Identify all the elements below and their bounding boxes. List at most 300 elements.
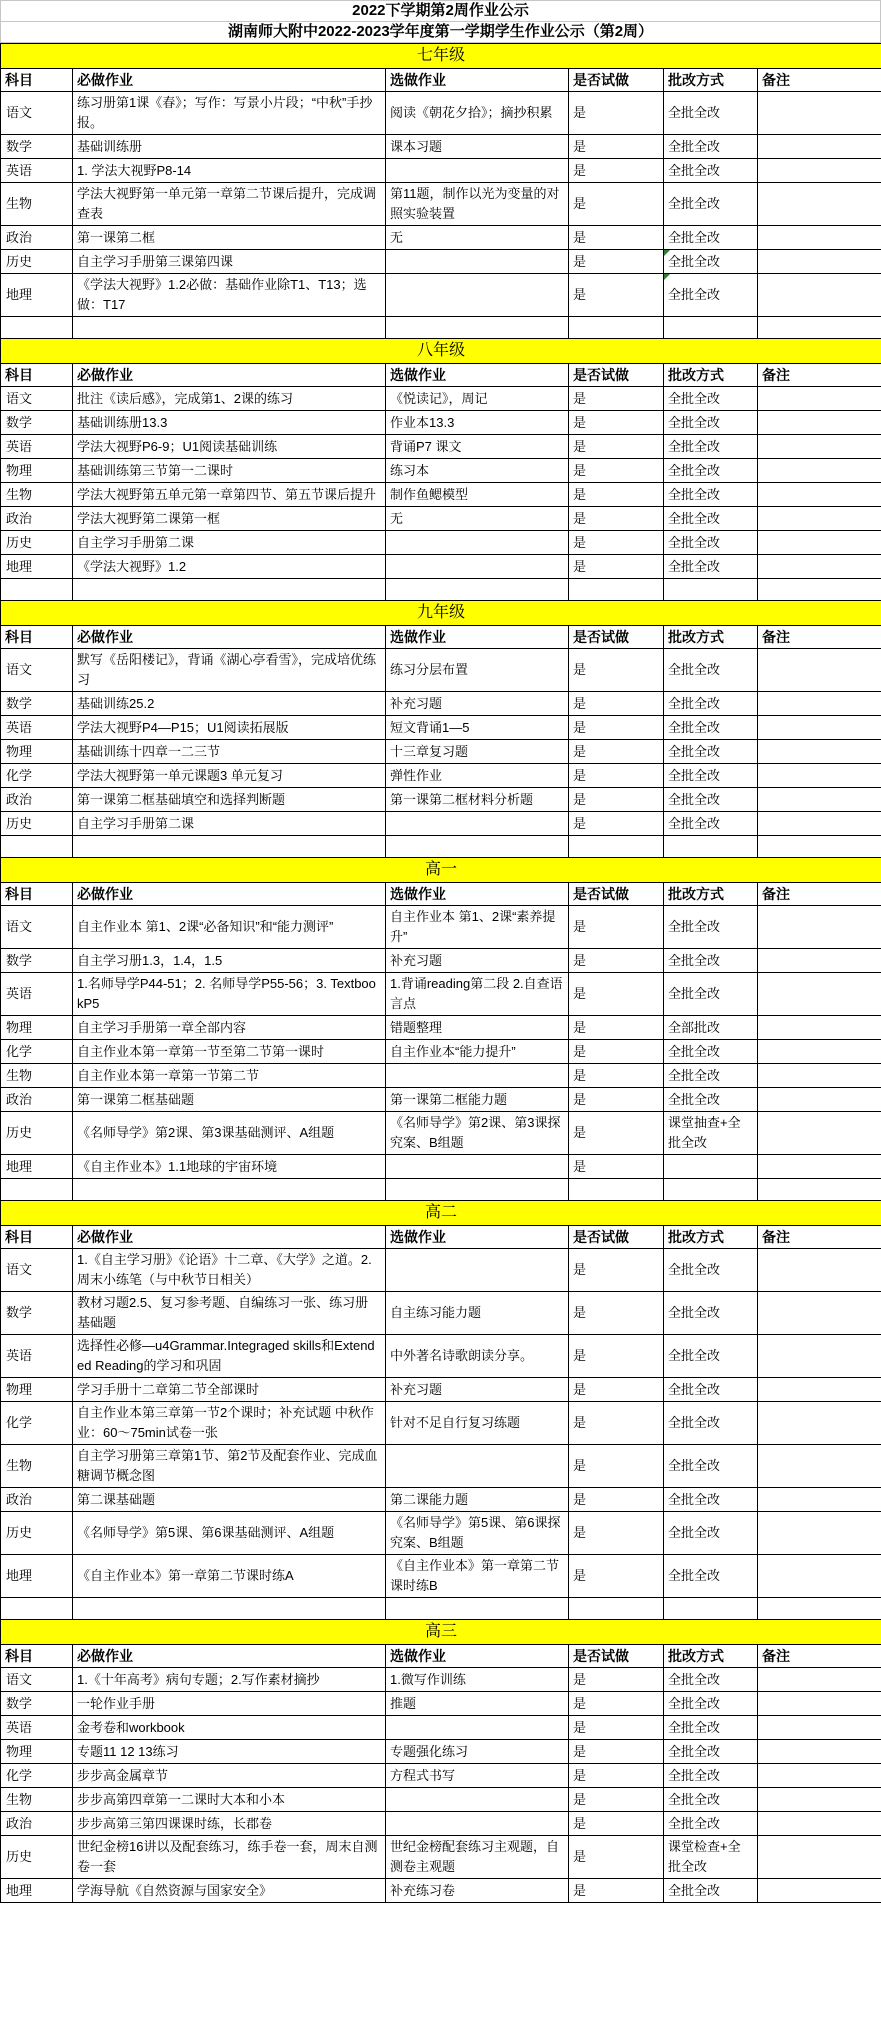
optional-homework-cell bbox=[386, 1812, 569, 1836]
correction-cell: 全批全改 bbox=[664, 459, 758, 483]
required-homework-cell: 基础训练25.2 bbox=[73, 692, 386, 716]
optional-homework-cell: 方程式书写 bbox=[386, 1764, 569, 1788]
grade-title: 九年级 bbox=[1, 601, 881, 626]
tried-cell: 是 bbox=[569, 411, 664, 435]
optional-homework-cell: 补充习题 bbox=[386, 692, 569, 716]
tried-cell: 是 bbox=[569, 1692, 664, 1716]
note-cell bbox=[758, 579, 881, 601]
required-homework-cell bbox=[73, 1179, 386, 1201]
optional-homework-cell: 制作鱼鳃模型 bbox=[386, 483, 569, 507]
homework-row bbox=[1, 1692, 881, 1716]
optional-homework-cell: 自主作业本“能力提升” bbox=[386, 1040, 569, 1064]
correction-cell: 全批全改 bbox=[664, 226, 758, 250]
empty-row bbox=[1, 1598, 881, 1620]
subject-cell: 英语 bbox=[1, 973, 73, 1016]
subject-cell: 生物 bbox=[1, 183, 73, 226]
grade-title: 高二 bbox=[1, 1201, 881, 1226]
grade-section-header bbox=[1, 858, 881, 883]
optional-homework-cell: 推题 bbox=[386, 1692, 569, 1716]
column-header: 是否试做 bbox=[569, 1226, 664, 1249]
column-header: 科目 bbox=[1, 1645, 73, 1668]
homework-table bbox=[0, 43, 881, 1903]
note-cell bbox=[758, 1335, 881, 1378]
tried-cell: 是 bbox=[569, 159, 664, 183]
correction-cell: 全批全改 bbox=[664, 1764, 758, 1788]
note-cell bbox=[758, 411, 881, 435]
column-header: 备注 bbox=[758, 1645, 881, 1668]
required-homework-cell: 世纪金榜16讲以及配套练习，练手卷一套，周末自测卷一套 bbox=[73, 1836, 386, 1879]
note-cell bbox=[758, 740, 881, 764]
tried-cell: 是 bbox=[569, 1378, 664, 1402]
tried-cell: 是 bbox=[569, 250, 664, 274]
column-header-row bbox=[1, 1226, 881, 1249]
correction-cell: 全批全改 bbox=[664, 531, 758, 555]
optional-homework-cell: 世纪金榜配套练习主观题，自测卷主观题 bbox=[386, 1836, 569, 1879]
subject-cell: 数学 bbox=[1, 1692, 73, 1716]
note-cell bbox=[758, 555, 881, 579]
note-cell bbox=[758, 906, 881, 949]
correction-cell: 全批全改 bbox=[664, 1488, 758, 1512]
homework-row bbox=[1, 1716, 881, 1740]
subject-cell: 语文 bbox=[1, 1249, 73, 1292]
required-homework-cell: 步步高第三第四课课时练，长郡卷 bbox=[73, 1812, 386, 1836]
correction-cell: 全批全改 bbox=[664, 949, 758, 973]
column-header-row bbox=[1, 1645, 881, 1668]
column-header: 备注 bbox=[758, 364, 881, 387]
required-homework-cell: 第一课第二框基础题 bbox=[73, 1088, 386, 1112]
homework-row bbox=[1, 812, 881, 836]
column-header: 批改方式 bbox=[664, 883, 758, 906]
subject-cell: 英语 bbox=[1, 716, 73, 740]
subject-cell: 英语 bbox=[1, 159, 73, 183]
optional-homework-cell: 专题强化练习 bbox=[386, 1740, 569, 1764]
homework-row bbox=[1, 973, 881, 1016]
note-cell bbox=[758, 1668, 881, 1692]
homework-row bbox=[1, 1016, 881, 1040]
optional-homework-cell: 1.背诵reading第二段 2.自查语言点 bbox=[386, 973, 569, 1016]
homework-row bbox=[1, 1292, 881, 1335]
tried-cell: 是 bbox=[569, 1488, 664, 1512]
page-subtitle: 湖南师大附中2022-2023学年度第一学期学生作业公示（第2周） bbox=[0, 22, 881, 43]
required-homework-cell: 默写《岳阳楼记》，背诵《湖心亭看雪》，完成培优练习 bbox=[73, 649, 386, 692]
subject-cell: 物理 bbox=[1, 1016, 73, 1040]
tried-cell: 是 bbox=[569, 1788, 664, 1812]
homework-row bbox=[1, 1064, 881, 1088]
correction-cell: 全批全改 bbox=[664, 692, 758, 716]
subject-cell: 政治 bbox=[1, 788, 73, 812]
required-homework-cell: 第一课第二框基础填空和选择判断题 bbox=[73, 788, 386, 812]
note-cell bbox=[758, 1740, 881, 1764]
correction-cell: 全批全改 bbox=[664, 1402, 758, 1445]
optional-homework-cell: 第二课能力题 bbox=[386, 1488, 569, 1512]
note-cell bbox=[758, 459, 881, 483]
required-homework-cell bbox=[73, 836, 386, 858]
note-cell bbox=[758, 317, 881, 339]
correction-cell: 全批全改 bbox=[664, 1879, 758, 1903]
note-cell bbox=[758, 1249, 881, 1292]
optional-homework-cell bbox=[386, 1155, 569, 1179]
correction-cell: 全批全改 bbox=[664, 1555, 758, 1598]
optional-homework-cell: 第一课第二框能力题 bbox=[386, 1088, 569, 1112]
subject-cell: 数学 bbox=[1, 1292, 73, 1335]
note-cell bbox=[758, 531, 881, 555]
homework-row bbox=[1, 1555, 881, 1598]
subject-cell: 历史 bbox=[1, 812, 73, 836]
subject-cell: 历史 bbox=[1, 250, 73, 274]
homework-row bbox=[1, 1402, 881, 1445]
subject-cell bbox=[1, 1179, 73, 1201]
tried-cell: 是 bbox=[569, 1155, 664, 1179]
tried-cell: 是 bbox=[569, 135, 664, 159]
tried-cell: 是 bbox=[569, 555, 664, 579]
note-cell bbox=[758, 507, 881, 531]
column-header-row bbox=[1, 364, 881, 387]
column-header: 必做作业 bbox=[73, 883, 386, 906]
note-cell bbox=[758, 716, 881, 740]
optional-homework-cell: 补充习题 bbox=[386, 949, 569, 973]
tried-cell: 是 bbox=[569, 1512, 664, 1555]
optional-homework-cell: 作业本13.3 bbox=[386, 411, 569, 435]
column-header: 必做作业 bbox=[73, 69, 386, 92]
subject-cell: 物理 bbox=[1, 459, 73, 483]
required-homework-cell bbox=[73, 317, 386, 339]
note-cell bbox=[758, 1512, 881, 1555]
note-cell bbox=[758, 1764, 881, 1788]
correction-cell: 全批全改 bbox=[664, 135, 758, 159]
required-homework-cell: 步步高第四章第一二课时大本和小本 bbox=[73, 1788, 386, 1812]
subject-cell bbox=[1, 579, 73, 601]
correction-cell: 全批全改 bbox=[664, 274, 758, 317]
correction-cell: 全批全改 bbox=[664, 1249, 758, 1292]
subject-cell: 化学 bbox=[1, 1764, 73, 1788]
subject-cell: 语文 bbox=[1, 649, 73, 692]
homework-row bbox=[1, 949, 881, 973]
column-header: 必做作业 bbox=[73, 626, 386, 649]
required-homework-cell: 《学法大视野》1.2必做：基础作业除T1、T13；选做：T17 bbox=[73, 274, 386, 317]
required-homework-cell: 自主作业本第一章第一节第二节 bbox=[73, 1064, 386, 1088]
required-homework-cell: 自主学习册第三章第1节、第2节及配套作业、完成血糖调节概念图 bbox=[73, 1445, 386, 1488]
subject-cell: 政治 bbox=[1, 1812, 73, 1836]
column-header: 批改方式 bbox=[664, 69, 758, 92]
grade-section-header bbox=[1, 44, 881, 69]
optional-homework-cell bbox=[386, 812, 569, 836]
grade-section-header bbox=[1, 1620, 881, 1645]
homework-row bbox=[1, 555, 881, 579]
note-cell bbox=[758, 1378, 881, 1402]
note-cell bbox=[758, 1112, 881, 1155]
required-homework-cell: 自主作业本第一章第一节至第二节第一课时 bbox=[73, 1040, 386, 1064]
tried-cell: 是 bbox=[569, 764, 664, 788]
correction-cell: 全批全改 bbox=[664, 788, 758, 812]
homework-row bbox=[1, 764, 881, 788]
optional-homework-cell bbox=[386, 1179, 569, 1201]
homework-row bbox=[1, 1155, 881, 1179]
column-header: 备注 bbox=[758, 883, 881, 906]
note-cell bbox=[758, 1812, 881, 1836]
tried-cell: 是 bbox=[569, 1740, 664, 1764]
correction-cell: 全批全改 bbox=[664, 764, 758, 788]
note-cell bbox=[758, 92, 881, 135]
grade-title: 七年级 bbox=[1, 44, 881, 69]
optional-homework-cell: 补充练习卷 bbox=[386, 1879, 569, 1903]
correction-cell: 全批全改 bbox=[664, 1740, 758, 1764]
grade-section-header bbox=[1, 1201, 881, 1226]
required-homework-cell: 步步高金属章节 bbox=[73, 1764, 386, 1788]
required-homework-cell: 自主学习手册第二课 bbox=[73, 812, 386, 836]
note-cell bbox=[758, 1179, 881, 1201]
required-homework-cell: 《自主作业本》1.1地球的宇宙环境 bbox=[73, 1155, 386, 1179]
note-cell bbox=[758, 483, 881, 507]
required-homework-cell: 1.《自主学习册》《论语》十二章、《大学》之道。2.周末小练笔（与中秋节日相关） bbox=[73, 1249, 386, 1292]
subject-cell: 物理 bbox=[1, 740, 73, 764]
homework-row bbox=[1, 1088, 881, 1112]
homework-row bbox=[1, 649, 881, 692]
subject-cell: 物理 bbox=[1, 1378, 73, 1402]
required-homework-cell: 专题11 12 13练习 bbox=[73, 1740, 386, 1764]
correction-cell: 课堂抽查+全批全改 bbox=[664, 1112, 758, 1155]
subject-cell: 生物 bbox=[1, 483, 73, 507]
column-header: 批改方式 bbox=[664, 626, 758, 649]
subject-cell: 地理 bbox=[1, 555, 73, 579]
grade-title: 八年级 bbox=[1, 339, 881, 364]
subject-cell: 语文 bbox=[1, 906, 73, 949]
optional-homework-cell bbox=[386, 317, 569, 339]
tried-cell: 是 bbox=[569, 1016, 664, 1040]
tried-cell: 是 bbox=[569, 483, 664, 507]
optional-homework-cell bbox=[386, 159, 569, 183]
optional-homework-cell: 无 bbox=[386, 507, 569, 531]
subject-cell: 政治 bbox=[1, 1488, 73, 1512]
homework-row bbox=[1, 1764, 881, 1788]
homework-row bbox=[1, 716, 881, 740]
empty-row bbox=[1, 836, 881, 858]
optional-homework-cell: 《名师导学》第2课、第3课探究案、B组题 bbox=[386, 1112, 569, 1155]
column-header: 科目 bbox=[1, 1226, 73, 1249]
column-header: 选做作业 bbox=[386, 1645, 569, 1668]
subject-cell bbox=[1, 836, 73, 858]
column-header: 必做作业 bbox=[73, 1645, 386, 1668]
subject-cell: 英语 bbox=[1, 1716, 73, 1740]
tried-cell: 是 bbox=[569, 716, 664, 740]
note-cell bbox=[758, 836, 881, 858]
optional-homework-cell: 《名师导学》第5课、第6课探究案、B组题 bbox=[386, 1512, 569, 1555]
homework-row bbox=[1, 274, 881, 317]
correction-cell: 全批全改 bbox=[664, 716, 758, 740]
correction-cell bbox=[664, 836, 758, 858]
correction-cell bbox=[664, 317, 758, 339]
required-homework-cell: 自主作业本 第1、2课“必备知识”和“能力测评” bbox=[73, 906, 386, 949]
required-homework-cell: 学习手册十二章第二节全部课时 bbox=[73, 1378, 386, 1402]
optional-homework-cell: 短文背诵1—5 bbox=[386, 716, 569, 740]
required-homework-cell: 自主学习手册第二课 bbox=[73, 531, 386, 555]
subject-cell: 英语 bbox=[1, 435, 73, 459]
subject-cell: 地理 bbox=[1, 1155, 73, 1179]
subject-cell: 化学 bbox=[1, 1040, 73, 1064]
tried-cell: 是 bbox=[569, 1668, 664, 1692]
required-homework-cell bbox=[73, 1598, 386, 1620]
required-homework-cell: 基础训练十四章一二三节 bbox=[73, 740, 386, 764]
column-header: 选做作业 bbox=[386, 69, 569, 92]
subject-cell: 数学 bbox=[1, 949, 73, 973]
optional-homework-cell bbox=[386, 1788, 569, 1812]
tried-cell: 是 bbox=[569, 1335, 664, 1378]
tried-cell: 是 bbox=[569, 1879, 664, 1903]
correction-cell: 全批全改 bbox=[664, 387, 758, 411]
subject-cell: 生物 bbox=[1, 1445, 73, 1488]
subject-cell: 化学 bbox=[1, 764, 73, 788]
note-cell bbox=[758, 387, 881, 411]
tried-cell: 是 bbox=[569, 649, 664, 692]
grade-section-header bbox=[1, 601, 881, 626]
required-homework-cell: 学法大视野第五单元第一章第四节、第五节课后提升 bbox=[73, 483, 386, 507]
column-header: 必做作业 bbox=[73, 1226, 386, 1249]
homework-row bbox=[1, 906, 881, 949]
column-header-row bbox=[1, 626, 881, 649]
correction-cell: 全批全改 bbox=[664, 1788, 758, 1812]
correction-cell: 全批全改 bbox=[664, 649, 758, 692]
note-cell bbox=[758, 1716, 881, 1740]
note-cell bbox=[758, 1402, 881, 1445]
homework-row bbox=[1, 740, 881, 764]
optional-homework-cell: 补充习题 bbox=[386, 1378, 569, 1402]
page-title: 2022下学期第2周作业公示 bbox=[0, 0, 881, 22]
tried-cell: 是 bbox=[569, 788, 664, 812]
column-header: 选做作业 bbox=[386, 883, 569, 906]
correction-cell: 全批全改 bbox=[664, 1088, 758, 1112]
required-homework-cell: 自主学习手册第三课第四课 bbox=[73, 250, 386, 274]
optional-homework-cell: 针对不足自行复习练题 bbox=[386, 1402, 569, 1445]
tried-cell bbox=[569, 317, 664, 339]
correction-cell: 全批全改 bbox=[664, 740, 758, 764]
optional-homework-cell bbox=[386, 555, 569, 579]
optional-homework-cell bbox=[386, 250, 569, 274]
optional-homework-cell: 无 bbox=[386, 226, 569, 250]
tried-cell: 是 bbox=[569, 387, 664, 411]
note-cell bbox=[758, 812, 881, 836]
note-cell bbox=[758, 1292, 881, 1335]
optional-homework-cell bbox=[386, 1716, 569, 1740]
optional-homework-cell bbox=[386, 836, 569, 858]
homework-row bbox=[1, 1512, 881, 1555]
column-header: 科目 bbox=[1, 69, 73, 92]
correction-cell: 全批全改 bbox=[664, 411, 758, 435]
homework-row bbox=[1, 411, 881, 435]
optional-homework-cell: 练习分层布置 bbox=[386, 649, 569, 692]
homework-row bbox=[1, 788, 881, 812]
column-header: 备注 bbox=[758, 626, 881, 649]
homework-row bbox=[1, 459, 881, 483]
required-homework-cell: 《名师导学》第5课、第6课基础测评、A组题 bbox=[73, 1512, 386, 1555]
homework-row bbox=[1, 1112, 881, 1155]
tried-cell: 是 bbox=[569, 1088, 664, 1112]
tried-cell: 是 bbox=[569, 1812, 664, 1836]
note-cell bbox=[758, 226, 881, 250]
homework-row bbox=[1, 483, 881, 507]
subject-cell: 语文 bbox=[1, 92, 73, 135]
subject-cell: 政治 bbox=[1, 507, 73, 531]
homework-row bbox=[1, 183, 881, 226]
tried-cell: 是 bbox=[569, 949, 664, 973]
empty-row bbox=[1, 1179, 881, 1201]
homework-row bbox=[1, 435, 881, 459]
homework-row bbox=[1, 1249, 881, 1292]
grade-title: 高一 bbox=[1, 858, 881, 883]
required-homework-cell: 1.《十年高考》病句专题；2.写作素材摘抄 bbox=[73, 1668, 386, 1692]
required-homework-cell: 基础训练册13.3 bbox=[73, 411, 386, 435]
homework-row bbox=[1, 1812, 881, 1836]
homework-row bbox=[1, 1788, 881, 1812]
required-homework-cell: 《自主作业本》第一章第二节课时练A bbox=[73, 1555, 386, 1598]
column-header: 科目 bbox=[1, 883, 73, 906]
homework-row bbox=[1, 226, 881, 250]
homework-row bbox=[1, 1740, 881, 1764]
homework-row bbox=[1, 135, 881, 159]
correction-cell: 全批全改 bbox=[664, 1378, 758, 1402]
optional-homework-cell bbox=[386, 1064, 569, 1088]
tried-cell: 是 bbox=[569, 1064, 664, 1088]
tried-cell: 是 bbox=[569, 274, 664, 317]
required-homework-cell: 学法大视野第二课第一框 bbox=[73, 507, 386, 531]
column-header-row bbox=[1, 69, 881, 92]
note-cell bbox=[758, 949, 881, 973]
subject-cell bbox=[1, 1598, 73, 1620]
required-homework-cell: 《名师导学》第2课、第3课基础测评、A组题 bbox=[73, 1112, 386, 1155]
note-cell bbox=[758, 1598, 881, 1620]
homework-row bbox=[1, 1445, 881, 1488]
note-cell bbox=[758, 1788, 881, 1812]
optional-homework-cell: 第11题，制作以光为变量的对照实验装置 bbox=[386, 183, 569, 226]
required-homework-cell: 一轮作业手册 bbox=[73, 1692, 386, 1716]
required-homework-cell: 学法大视野第一单元课题3 单元复习 bbox=[73, 764, 386, 788]
correction-cell: 全部批改 bbox=[664, 1016, 758, 1040]
correction-cell: 全批全改 bbox=[664, 1064, 758, 1088]
optional-homework-cell: 阅读《朝花夕拾》；摘抄积累 bbox=[386, 92, 569, 135]
optional-homework-cell: 错题整理 bbox=[386, 1016, 569, 1040]
optional-homework-cell: 弹性作业 bbox=[386, 764, 569, 788]
correction-cell: 全批全改 bbox=[664, 1445, 758, 1488]
required-homework-cell bbox=[73, 579, 386, 601]
column-header: 选做作业 bbox=[386, 626, 569, 649]
correction-cell: 全批全改 bbox=[664, 555, 758, 579]
correction-cell: 全批全改 bbox=[664, 812, 758, 836]
column-header: 批改方式 bbox=[664, 364, 758, 387]
required-homework-cell: 学法大视野P4—P15；U1阅读拓展版 bbox=[73, 716, 386, 740]
subject-cell: 语文 bbox=[1, 1668, 73, 1692]
homework-row bbox=[1, 1836, 881, 1879]
tried-cell bbox=[569, 579, 664, 601]
note-cell bbox=[758, 274, 881, 317]
optional-homework-cell: 自主练习能力题 bbox=[386, 1292, 569, 1335]
note-cell bbox=[758, 183, 881, 226]
homework-row bbox=[1, 1668, 881, 1692]
subject-cell: 生物 bbox=[1, 1064, 73, 1088]
correction-cell: 全批全改 bbox=[664, 1040, 758, 1064]
subject-cell bbox=[1, 317, 73, 339]
optional-homework-cell bbox=[386, 1445, 569, 1488]
homework-row bbox=[1, 1378, 881, 1402]
required-homework-cell: 学法大视野P6-9；U1阅读基础训练 bbox=[73, 435, 386, 459]
correction-cell: 全批全改 bbox=[664, 1335, 758, 1378]
tried-cell: 是 bbox=[569, 1555, 664, 1598]
column-header: 选做作业 bbox=[386, 1226, 569, 1249]
required-homework-cell: 练习册第1课《春》；写作：写景小片段；“中秋”手抄报。 bbox=[73, 92, 386, 135]
note-cell bbox=[758, 1064, 881, 1088]
subject-cell: 数学 bbox=[1, 135, 73, 159]
required-homework-cell: 学法大视野第一单元第一章第二节课后提升，完成调查表 bbox=[73, 183, 386, 226]
required-homework-cell: 选择性必修—u4Grammar.Integraged skills和Extended Reading的学习和巩固 bbox=[73, 1335, 386, 1378]
required-homework-cell: 第一课第二框 bbox=[73, 226, 386, 250]
correction-cell: 全批全改 bbox=[664, 250, 758, 274]
